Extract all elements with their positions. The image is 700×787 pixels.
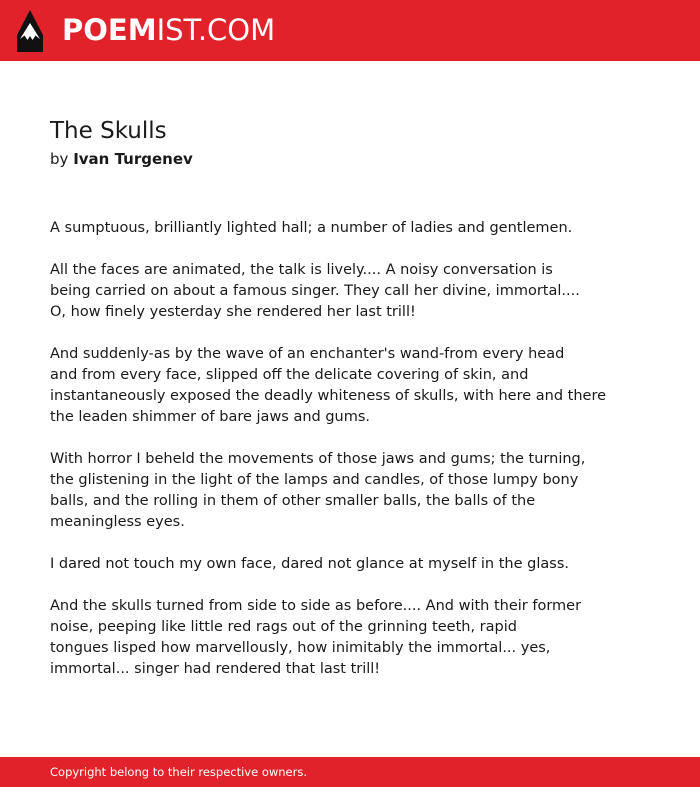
poem-line: the leaden shimmer of bare jaws and gums. bbox=[50, 409, 371, 425]
poem-line: and from every face, slipped off the delicate covering of skin, and bbox=[50, 367, 529, 383]
poem-stanza bbox=[50, 344, 670, 428]
site-footer bbox=[0, 757, 700, 787]
poem-line: O, how finely yesterday she rendered her last trill! bbox=[50, 304, 416, 320]
poem-line: And suddenly-as by the wave of an enchanter's wand-from every head bbox=[50, 346, 565, 362]
poem-line: With horror I beheld the movements of those jaws and gums; the turning, bbox=[50, 451, 586, 467]
poem-stanza bbox=[50, 449, 670, 533]
poem-line: meaningless eyes. bbox=[50, 514, 185, 530]
poem-line: instantaneously exposed the deadly whiteness of skulls, with here and there bbox=[50, 388, 607, 404]
poem-byline bbox=[50, 149, 193, 169]
poem-line: noise, peeping like little red rags out of the grinning teeth, rapid bbox=[50, 619, 517, 635]
byline-prefix: by bbox=[50, 150, 69, 168]
logo-text-light: IST.COM bbox=[156, 13, 276, 47]
poem-stanza bbox=[50, 218, 670, 239]
poem-line: the glistening in the light of the lamps and candles, of those lumpy bony bbox=[50, 472, 579, 488]
poem-line: A sumptuous, brilliantly lighted hall; a number of ladies and gentlemen. bbox=[50, 220, 573, 236]
site-logo[interactable] bbox=[62, 10, 275, 50]
pencil-icon[interactable] bbox=[17, 10, 43, 52]
copyright-notice: Copyright belong to their respective owners. bbox=[50, 765, 308, 779]
poem-line: immortal... singer had rendered that last trill! bbox=[50, 661, 381, 677]
poem-line: All the faces are animated, the talk is lively.... A noisy conversation is bbox=[50, 262, 553, 278]
logo-text-strong: POEM bbox=[62, 13, 157, 47]
poem-stanza bbox=[50, 260, 670, 323]
poem-title: The Skulls bbox=[50, 118, 167, 144]
poem-stanza bbox=[50, 554, 670, 575]
poem-body bbox=[50, 218, 670, 701]
poem-line: being carried on about a famous singer. They call her divine, immortal.... bbox=[50, 283, 580, 299]
poem-line: balls, and the rolling in them of other smaller balls, the balls of the bbox=[50, 493, 536, 509]
poem-stanza bbox=[50, 596, 670, 680]
poem-line: I dared not touch my own face, dared not glance at myself in the glass. bbox=[50, 556, 569, 572]
poem-line: And the skulls turned from side to side as before.... And with their former bbox=[50, 598, 582, 614]
poem-line: tongues lisped how marvellously, how inimitably the immortal... yes, bbox=[50, 640, 551, 656]
poem-author: Ivan Turgenev bbox=[73, 150, 193, 168]
site-header bbox=[0, 0, 700, 61]
